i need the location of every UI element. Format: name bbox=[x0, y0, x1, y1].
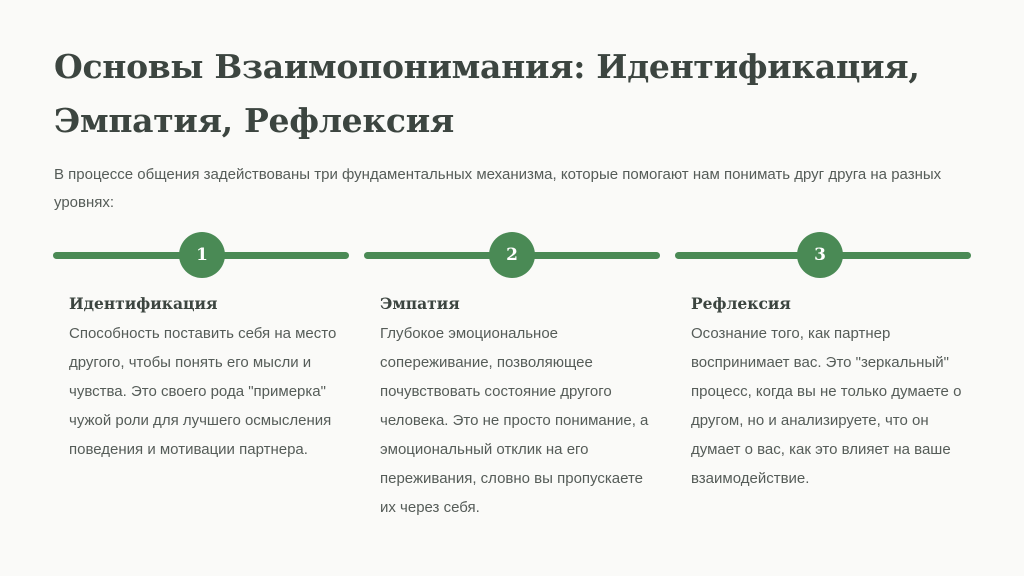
step-heading: Эмпатия bbox=[380, 294, 460, 313]
slide-subtitle: В процессе общения задействованы три фундаментальных механизма, которые помогают нам понимать друг друга на разных уровнях: bbox=[54, 166, 942, 211]
step-description: Глубокое эмоциональное сопереживание, позволяющее почувствовать состояние другого человека. Это не просто понимание, а эмоциональный отклик на его переживания, словно вы пропускаете их через себя. bbox=[380, 325, 649, 516]
step-number-badge: 2 bbox=[489, 232, 535, 278]
step-heading: Рефлексия bbox=[691, 294, 791, 313]
step-number-badge: 3 bbox=[797, 232, 843, 278]
step-number-badge: 1 bbox=[179, 232, 225, 278]
slide-title: Основы Взаимопонимания: Идентификация, Эмпатия, Рефлексия bbox=[54, 47, 920, 140]
step-description: Способность поставить себя на место другого, чтобы понять его мысли и чувства. Это своего рода "примерка" чужой роли для лучшего осмысления поведения и мотивации партнера. bbox=[69, 325, 337, 458]
step-heading: Идентификация bbox=[69, 294, 218, 313]
step-description: Осознание того, как партнер воспринимает вас. Это "зеркальный" процесс, когда вы не только думаете о другом, но и анализируете, что он думает о вас, как это влияет на ваше взаимодействие. bbox=[691, 325, 962, 487]
